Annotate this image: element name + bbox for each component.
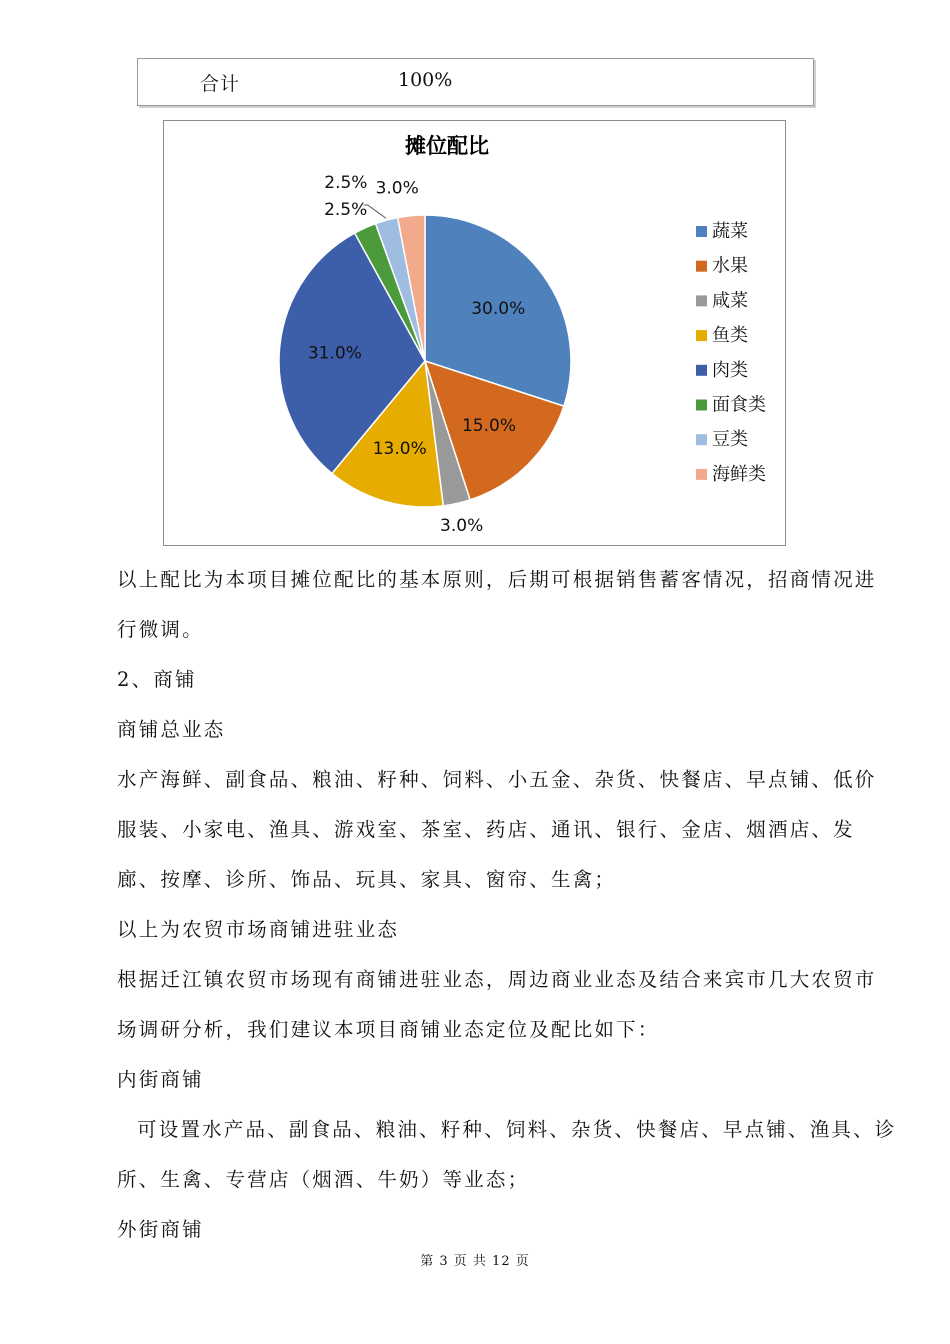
legend-label: 蔬菜 [712, 221, 748, 242]
legend-swatch [696, 400, 707, 411]
legend-label: 鱼类 [712, 325, 748, 347]
pie-data-label: 13.0% [372, 438, 427, 459]
legend-label: 咸菜 [712, 290, 748, 312]
legend-label: 水果 [712, 255, 748, 277]
legend-label: 豆类 [712, 429, 748, 451]
legend-swatch [696, 295, 707, 306]
paragraph-format-list: 水产海鲜、副食品、粮油、籽种、饲料、小五金、杂货、快餐店、早点铺、低价服装、小家电、渔具、游戏室、茶室、药店、通讯、银行、金店、烟酒店、发廊、按摩、诊所、饰品、玩具、家具、窗帘、生禽； [117, 768, 877, 891]
pie-data-label: 31.0% [307, 343, 362, 364]
legend-label: 面食类 [712, 394, 766, 416]
legend-swatch [696, 330, 707, 341]
pie-data-label: 30.0% [471, 298, 526, 319]
legend-label: 海鲜类 [712, 463, 766, 485]
pie-data-label: 3.0% [440, 515, 484, 536]
total-table-row [137, 58, 814, 106]
pie-data-label: 2.5% [324, 199, 368, 220]
total-value: 100% [398, 69, 453, 91]
section-heading-shops: 2、商铺 [117, 668, 197, 691]
legend-swatch [696, 434, 707, 445]
page-footer: 第 3 页 共 12 页 [420, 1254, 530, 1269]
pie-chart-panel [163, 120, 786, 546]
legend-swatch [696, 469, 707, 480]
legend-swatch [696, 365, 707, 376]
pie-data-label: 2.5% [324, 172, 368, 193]
paragraph-ratio-note: 以上配比为本项目摊位配比的基本原则，后期可根据销售蓄客情况，招商情况进行微调。 [117, 568, 877, 641]
paragraph-analysis: 根据迁江镇农贸市场现有商铺进驻业态，周边商业业态及结合来宾市几大农贸市场调研分析，我们建议本项目商铺业态定位及配比如下： [117, 968, 877, 1041]
subheading-overall-formats: 商铺总业态 [117, 718, 226, 741]
legend-label: 肉类 [712, 359, 748, 381]
total-label: 合计 [200, 73, 241, 95]
chart-title: 摊位配比 [405, 134, 489, 158]
pie-chart [164, 121, 785, 545]
paragraph-inner-street-formats: 可设置水产品、副食品、粮油、籽种、饲料、杂货、快餐店、早点铺、渔具、诊所、生禽、专营店（烟酒、牛奶）等业态； [117, 1118, 897, 1191]
subheading-inner-street-shops: 内街商铺 [117, 1068, 204, 1091]
legend-swatch [696, 226, 707, 237]
legend-swatch [696, 261, 707, 272]
pie-data-label: 15.0% [461, 416, 517, 437]
paragraph-formats-summary: 以上为农贸市场商铺进驻业态 [117, 918, 400, 941]
subheading-outer-street-shops: 外街商铺 [117, 1218, 204, 1241]
pie-data-label: 3.0% [375, 178, 419, 199]
